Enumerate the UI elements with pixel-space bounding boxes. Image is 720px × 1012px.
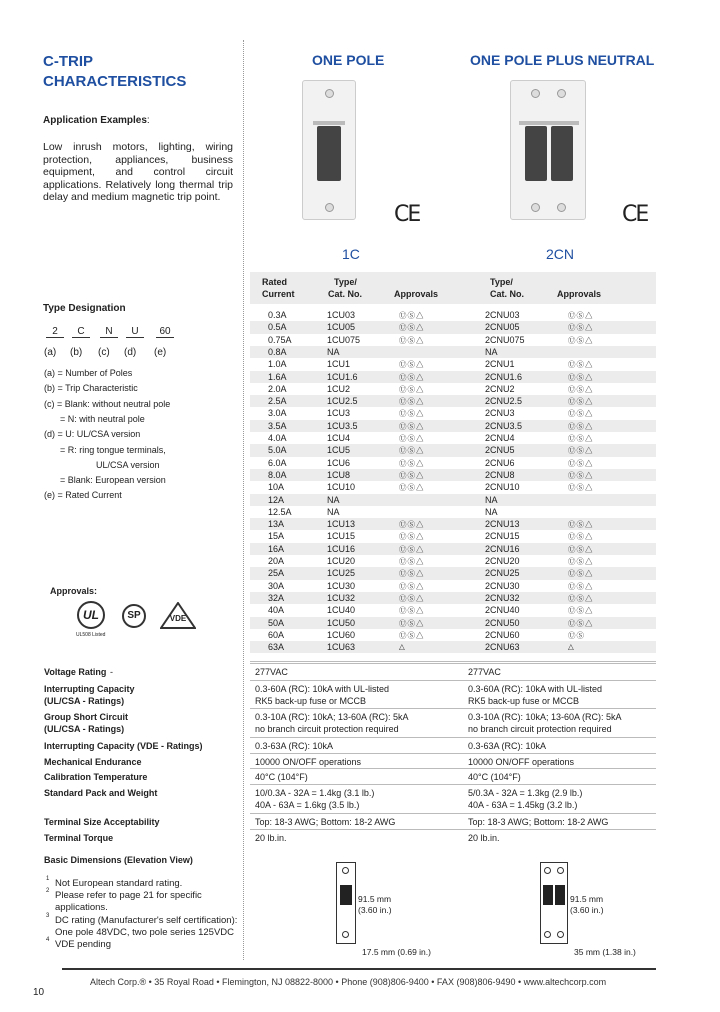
approvals-2-cell: ⓊⓈ△ bbox=[568, 557, 594, 566]
designation-legend-line: = N: with neutral pole bbox=[60, 413, 145, 424]
rated-current-cell: 2.5A bbox=[268, 396, 287, 407]
cat-no-cell: 1CU20 bbox=[327, 556, 356, 566]
cat-no-2-cell: 2CNU15 bbox=[485, 531, 520, 542]
approvals-cell: ⓊⓈ△ bbox=[399, 421, 425, 431]
two-pole-height-in: (3.60 in.) bbox=[570, 905, 604, 915]
one-pole-dimension-drawing bbox=[336, 862, 356, 944]
approvals-2-cell: ⓊⓈ△ bbox=[568, 323, 594, 333]
approvals-cell: ⓊⓈ△ bbox=[399, 335, 425, 345]
cat-no-2-cell: 2CNU3.5 bbox=[485, 420, 523, 431]
approvals-title: Approvals: bbox=[50, 586, 98, 596]
approvals-2-cell: ⓊⓈ△ bbox=[568, 569, 594, 579]
one-pole-breaker-image bbox=[302, 80, 356, 220]
cat-no-2-cell: 2CNU2.5 bbox=[485, 396, 523, 407]
approvals-cell: ⓊⓈ△ bbox=[399, 384, 425, 394]
two-pole-code: 2CN bbox=[546, 246, 575, 262]
approvals-cell: ⓊⓈ△ bbox=[399, 483, 425, 493]
cat-no-2-cell: 2CNU3 bbox=[485, 408, 515, 419]
designation-code: 60 bbox=[156, 326, 174, 338]
spec-value-two-pole: 0.3-10A (RC): 10kA; 13-60A (RC): 5kA bbox=[468, 712, 622, 722]
approvals-cell: ⓊⓈ△ bbox=[399, 593, 425, 603]
rated-current-cell: 5.0A bbox=[268, 445, 287, 456]
ce-mark-icon: CE bbox=[394, 202, 420, 227]
rated-current-cell: 63A bbox=[268, 642, 285, 653]
rated-current-cell: 4.0A bbox=[268, 433, 287, 443]
designation-legend-line: = R: ring tongue terminals, bbox=[60, 444, 166, 455]
cat-no-cell: 1CU8 bbox=[327, 469, 351, 480]
spec-value-two-pole: 40°C (104°F) bbox=[468, 772, 521, 782]
approvals-cell: ⓊⓈ△ bbox=[399, 409, 425, 419]
type2-header: Cat. No. bbox=[490, 289, 525, 299]
spec-value-one-pole: Top: 18-3 AWG; Bottom: 18-2 AWG bbox=[255, 817, 396, 827]
cat-no-cell: 1CU3 bbox=[327, 408, 351, 419]
rated-current-header: Rated bbox=[262, 277, 288, 287]
footnote-text: One pole 48VDC, two pole series 125VDC bbox=[55, 926, 235, 938]
cat-no-cell: 1CU6 bbox=[327, 457, 351, 468]
approvals-2-cell: ⓊⓈ△ bbox=[568, 618, 594, 628]
rated-current-cell: 50A bbox=[268, 617, 285, 628]
designation-letter: (b) bbox=[70, 347, 83, 358]
spec-label: Standard Pack and Weight bbox=[44, 788, 158, 798]
approvals-cell: ⓊⓈ△ bbox=[399, 581, 425, 591]
spec-label: Mechanical Endurance bbox=[44, 757, 142, 767]
ul-logo-caption: UL508 Listed bbox=[76, 632, 106, 638]
rated-current-cell: 30A bbox=[268, 580, 285, 591]
csa-logo-icon: SP bbox=[122, 604, 146, 628]
spec-value-one-pole: 40°C (104°F) bbox=[255, 772, 308, 782]
approvals-2-cell: ⓊⓈ△ bbox=[568, 384, 594, 394]
footnote-text: DC rating (Manufacturer's self certification): bbox=[55, 914, 238, 926]
cat-no-cell: 1CU03 bbox=[327, 310, 356, 320]
designation-code: 2 bbox=[46, 326, 64, 338]
cat-no-cell: 1CU15 bbox=[327, 531, 356, 542]
footer-rule bbox=[62, 968, 656, 970]
cat-no-2-cell: 2CNU6 bbox=[485, 457, 515, 468]
table-row-shade bbox=[250, 395, 656, 407]
approvals-2-cell: ⓊⓈ△ bbox=[568, 483, 594, 493]
cat-no-2-cell: 2CNU03 bbox=[485, 310, 520, 320]
rated-current-cell: 1.0A bbox=[268, 359, 287, 370]
one-pole-width: 17.5 mm (0.69 in.) bbox=[362, 947, 431, 957]
cat-no-cell: 1CU2 bbox=[327, 383, 351, 394]
application-text: Low inrush motors, lighting, wiring protection, appliances, business equipment, and control circuit applications. Relatively long thermal trip delay and medium magnetic trip point. bbox=[43, 141, 233, 203]
rated-current-cell: 12A bbox=[268, 494, 285, 505]
approvals-2-cell: ⓊⓈ△ bbox=[568, 458, 594, 468]
approvals-2-cell: ⓊⓈ△ bbox=[568, 311, 594, 320]
approvals-2-cell: ⓊⓈ△ bbox=[568, 446, 594, 456]
footnote-text: Please refer to page 21 for specific bbox=[55, 890, 202, 902]
rated-current-cell: 32A bbox=[268, 592, 285, 603]
approvals-2-cell: ⓊⓈ△ bbox=[568, 581, 594, 591]
designation-letter: (e) bbox=[154, 347, 167, 358]
cat-no-2-cell: 2CNU60 bbox=[485, 629, 520, 640]
type2-header: Type/ bbox=[490, 277, 513, 287]
approvals-cell: ⓊⓈ△ bbox=[399, 323, 425, 333]
cat-no-cell: 1CU3.5 bbox=[327, 420, 358, 431]
cat-no-2-cell: 2CNU25 bbox=[485, 568, 520, 579]
spec-divider bbox=[250, 784, 656, 785]
approvals-cell: ⓊⓈ△ bbox=[399, 434, 425, 443]
spec-divider bbox=[250, 829, 656, 830]
approvals-2-cell: △ bbox=[568, 642, 575, 652]
cat-no-cell: 1CU50 bbox=[327, 617, 356, 628]
approvals-cell: ⓊⓈ△ bbox=[399, 557, 425, 566]
spec-value-two-pole: RK5 back-up fuse or MCCB bbox=[468, 696, 580, 706]
cat-no-2-cell: 2CNU10 bbox=[485, 482, 520, 493]
table-row-shade bbox=[250, 444, 656, 456]
rated-current-cell: 1.6A bbox=[268, 371, 287, 382]
cat-no-2-cell: 2CNU50 bbox=[485, 617, 520, 628]
table-row-shade bbox=[250, 592, 656, 604]
approvals-cell: ⓊⓈ△ bbox=[399, 446, 425, 456]
designation-legend-line: (e) = Rated Current bbox=[44, 490, 122, 501]
approvals-cell: ⓊⓈ△ bbox=[399, 311, 425, 320]
ul-logo-icon: UL bbox=[77, 601, 105, 629]
type-designation-title: Type Designation bbox=[43, 303, 126, 314]
cat-no-2-cell: 2CNU16 bbox=[485, 543, 520, 554]
cat-no-2-cell: 2CNU2 bbox=[485, 383, 515, 394]
one-pole-title: ONE POLE bbox=[312, 52, 385, 68]
approvals-2-cell: ⓊⓈ△ bbox=[568, 606, 594, 616]
cat-no-2-cell: NA bbox=[485, 494, 498, 505]
spec-value-one-pole: RK5 back-up fuse or MCCB bbox=[255, 696, 367, 706]
cat-no-cell: 1CU25 bbox=[327, 568, 356, 579]
spec-value-one-pole: 0.3-60A (RC): 10kA with UL-listed bbox=[255, 684, 390, 694]
approvals-cell: ⓊⓈ△ bbox=[399, 372, 425, 382]
spec-value-one-pole: 40A - 63A = 1.6kg (3.5 lb.) bbox=[255, 800, 360, 810]
approvals-2-cell: ⓊⓈ△ bbox=[568, 360, 594, 370]
footnote-mark: 3 bbox=[46, 912, 50, 919]
footnote-text: applications. bbox=[55, 902, 108, 914]
rated-current-cell: 10A bbox=[268, 482, 285, 493]
spec-value-two-pole: 40A - 63A = 1.45kg (3.2 lb.) bbox=[468, 800, 578, 810]
spec-label: Terminal Torque bbox=[44, 833, 114, 843]
cat-no-cell: 1CU16 bbox=[327, 543, 356, 554]
footnote-mark: 4 bbox=[46, 937, 50, 943]
spec-divider bbox=[250, 768, 656, 769]
spec-value-one-pole: no branch circuit protection required bbox=[255, 724, 399, 734]
designation-legend-line: UL/CSA version bbox=[96, 459, 160, 470]
rated-current-cell: 0.75A bbox=[268, 334, 292, 345]
one-pole-neutral-title: ONE POLE PLUS NEUTRAL bbox=[470, 52, 655, 68]
approvals-2-cell: ⓊⓈ△ bbox=[568, 470, 594, 480]
designation-code: C bbox=[72, 326, 90, 338]
cat-no-2-cell: 2CNU13 bbox=[485, 519, 520, 530]
two-pole-width: 35 mm (1.38 in.) bbox=[574, 947, 636, 957]
approvals-cell: ⓊⓈ△ bbox=[399, 458, 425, 468]
designation-letter: (a) bbox=[44, 347, 57, 358]
cat-no-cell: 1CU40 bbox=[327, 605, 356, 616]
spec-label: Interrupting Capacity (VDE - Ratings) bbox=[44, 741, 203, 751]
spec-value-one-pole: 10000 ON/OFF operations bbox=[255, 757, 362, 767]
cat-no-cell: NA bbox=[327, 346, 340, 357]
footnote-mark: 2 bbox=[46, 888, 50, 895]
spec-label: Terminal Size Acceptability bbox=[44, 817, 160, 827]
spec-divider bbox=[250, 813, 656, 814]
rated-current-cell: 60A bbox=[268, 629, 285, 640]
approvals-cell: ⓊⓈ△ bbox=[399, 532, 425, 542]
cat-no-cell: 1CU05 bbox=[327, 322, 356, 333]
approvals2-header: Approvals bbox=[557, 289, 602, 299]
rated-current-cell: 15A bbox=[268, 531, 285, 542]
cat-no-2-cell: 2CNU20 bbox=[485, 556, 520, 566]
rated-current-cell: 3.5A bbox=[268, 420, 287, 431]
spec-value-two-pole: 5/0.3A - 32A = 1.3kg (2.9 lb.) bbox=[468, 788, 583, 798]
cat-no-cell: NA bbox=[327, 494, 340, 505]
rated-current-cell: 6.0A bbox=[268, 457, 287, 468]
spec-divider bbox=[250, 680, 656, 681]
table-row-shade bbox=[250, 518, 656, 530]
approvals-cell: ⓊⓈ△ bbox=[399, 360, 425, 370]
table-row-shade bbox=[250, 617, 656, 629]
cat-no-2-cell: 2CNU63 bbox=[485, 642, 520, 653]
cat-no-2-cell: 2CNU075 bbox=[485, 334, 525, 345]
spec-value-one-pole: 0.3-10A (RC): 10kA; 13-60A (RC): 5kA bbox=[255, 712, 409, 722]
approvals-header: Approvals bbox=[394, 289, 439, 299]
approvals-2-cell: ⓊⓈ bbox=[568, 630, 585, 640]
rated-current-cell: 8.0A bbox=[268, 469, 287, 480]
spec-label-suffix: - bbox=[110, 667, 113, 677]
rated-current-cell: 40A bbox=[268, 605, 285, 616]
two-pole-breaker-image bbox=[510, 80, 586, 220]
approvals-cell: △ bbox=[399, 642, 406, 652]
approvals-cell: ⓊⓈ△ bbox=[399, 606, 425, 616]
spec-label-sub: (UL/CSA - Ratings) bbox=[44, 724, 125, 734]
type-header: Type/ bbox=[334, 277, 357, 287]
designation-legend-line: (c) = Blank: without neutral pole bbox=[44, 398, 171, 409]
table-row-shade bbox=[250, 371, 656, 383]
approvals-2-cell: ⓊⓈ△ bbox=[568, 372, 594, 382]
cat-no-2-cell: 2CNU1.6 bbox=[485, 371, 523, 382]
cat-no-cell: 1CU32 bbox=[327, 592, 356, 603]
cat-no-2-cell: 2CNU1 bbox=[485, 359, 515, 370]
rated-current-cell: 0.5A bbox=[268, 322, 287, 333]
table-row-shade bbox=[250, 494, 656, 506]
cat-no-cell: 1CU60 bbox=[327, 629, 356, 640]
approvals-cell: ⓊⓈ△ bbox=[399, 618, 425, 628]
spec-value-two-pole: 0.3-60A (RC): 10kA with UL-listed bbox=[468, 684, 603, 694]
table-row-shade bbox=[250, 346, 656, 358]
cat-no-cell: 1CU10 bbox=[327, 482, 356, 493]
approvals-cell: ⓊⓈ△ bbox=[399, 544, 425, 554]
rated-current-cell: 3.0A bbox=[268, 408, 287, 419]
table-row-shade bbox=[250, 641, 656, 653]
cat-no-2-cell: NA bbox=[485, 506, 498, 517]
spec-value-two-pole: Top: 18-3 AWG; Bottom: 18-2 AWG bbox=[468, 817, 609, 827]
spec-value-two-pole: 10000 ON/OFF operations bbox=[468, 757, 575, 767]
cat-no-2-cell: 2CNU30 bbox=[485, 580, 520, 591]
designation-letter: (d) bbox=[124, 347, 137, 358]
spec-divider bbox=[250, 753, 656, 754]
approvals-cell: ⓊⓈ△ bbox=[399, 630, 425, 640]
rated-current-cell: 12.5A bbox=[268, 506, 292, 517]
approvals-2-cell: ⓊⓈ△ bbox=[568, 520, 594, 530]
two-pole-height: 91.5 mm bbox=[570, 894, 604, 904]
cat-no-2-cell: 2CNU8 bbox=[485, 469, 515, 480]
vde-logo-icon: VDE bbox=[160, 602, 196, 630]
cat-no-cell: 1CU5 bbox=[327, 445, 351, 456]
cat-no-2-cell: 2CNU5 bbox=[485, 445, 515, 456]
spec-divider bbox=[250, 708, 656, 709]
spec-value-one-pole: 0.3-63A (RC): 10kA bbox=[255, 741, 334, 751]
ce-mark-icon: CE bbox=[622, 202, 648, 227]
designation-code: U bbox=[126, 326, 144, 338]
rated-current-cell: 0.8A bbox=[268, 346, 287, 357]
approvals-2-cell: ⓊⓈ△ bbox=[568, 544, 594, 554]
two-pole-dimension-drawing bbox=[540, 862, 568, 944]
cat-no-cell: 1CU1.6 bbox=[327, 371, 358, 382]
approvals-cell: ⓊⓈ△ bbox=[399, 569, 425, 579]
page-title: C-TRIP CHARACTERISTICS bbox=[43, 53, 187, 90]
column-divider bbox=[243, 40, 244, 960]
spec-value-two-pole: 20 lb.in. bbox=[468, 833, 500, 843]
spec-value-two-pole: no branch circuit protection required bbox=[468, 724, 612, 734]
one-pole-height-in: (3.60 in.) bbox=[358, 905, 392, 915]
rated-current-cell: 13A bbox=[268, 519, 285, 530]
spec-value-two-pole: 277VAC bbox=[468, 667, 501, 677]
table-row-shade bbox=[250, 567, 656, 579]
spec-divider bbox=[250, 663, 656, 664]
rated-current-cell: 25A bbox=[268, 568, 285, 579]
rated-current-cell: 2.0A bbox=[268, 383, 287, 394]
approvals-2-cell: ⓊⓈ△ bbox=[568, 434, 594, 443]
cat-no-cell: 1CU4 bbox=[327, 433, 351, 443]
approvals-2-cell: ⓊⓈ△ bbox=[568, 532, 594, 542]
rated-current-cell: 0.3A bbox=[268, 310, 287, 320]
spec-divider bbox=[250, 737, 656, 738]
cat-no-cell: 1CU63 bbox=[327, 642, 356, 653]
cat-no-cell: 1CU075 bbox=[327, 334, 361, 345]
table-row-shade bbox=[250, 469, 656, 481]
one-pole-code: 1C bbox=[342, 246, 360, 262]
designation-legend-line: (d) = U: UL/CSA version bbox=[44, 429, 141, 440]
cat-no-2-cell: NA bbox=[485, 346, 498, 357]
designation-legend-line: = Blank: European version bbox=[60, 475, 166, 486]
cat-no-cell: 1CU1 bbox=[327, 359, 351, 370]
designation-legend-line: (a) = Number of Poles bbox=[44, 368, 133, 378]
cat-no-2-cell: 2CNU40 bbox=[485, 605, 520, 616]
rated-current-cell: 20A bbox=[268, 556, 285, 566]
approvals-cell: ⓊⓈ△ bbox=[399, 397, 425, 407]
cat-no-2-cell: 2CNU32 bbox=[485, 592, 520, 603]
approvals-2-cell: ⓊⓈ△ bbox=[568, 397, 594, 407]
designation-legend-line: (b) = Trip Characteristic bbox=[44, 383, 138, 394]
dimensions-title: Basic Dimensions (Elevation View) bbox=[44, 855, 193, 865]
spec-value-one-pole: 10/0.3A - 32A = 1.4kg (3.1 lb.) bbox=[255, 788, 375, 798]
footnote-mark: 1 bbox=[46, 876, 50, 882]
table-row-shade bbox=[250, 543, 656, 555]
table-row-shade bbox=[250, 321, 656, 333]
approvals-2-cell: ⓊⓈ△ bbox=[568, 593, 594, 603]
rated-current-cell: 16A bbox=[268, 543, 285, 554]
table-header-band bbox=[250, 272, 656, 304]
cat-no-cell: NA bbox=[327, 506, 340, 517]
designation-letter: (c) bbox=[98, 347, 110, 358]
spec-label: Group Short Circuit bbox=[44, 712, 128, 722]
spec-divider bbox=[250, 661, 656, 662]
designation-code: N bbox=[100, 326, 118, 338]
page-number: 10 bbox=[33, 987, 45, 998]
footer-contact: Altech Corp.® • 35 Royal Road • Flemington, NJ 08822-8000 • Phone (908)806-9400 • FAX (908)806-9490 • www.altechcorp.com bbox=[90, 977, 607, 987]
rated-current-header: Current bbox=[262, 289, 295, 299]
approvals-2-cell: ⓊⓈ△ bbox=[568, 335, 594, 345]
spec-value-two-pole: 0.3-63A (RC): 10kA bbox=[468, 741, 547, 751]
cat-no-cell: 1CU2.5 bbox=[327, 396, 358, 407]
one-pole-height: 91.5 mm bbox=[358, 894, 392, 904]
cat-no-2-cell: 2CNU4 bbox=[485, 433, 515, 443]
cat-no-2-cell: 2CNU05 bbox=[485, 322, 520, 333]
footnote-text: Not European standard rating. bbox=[55, 878, 183, 889]
footnote-text: VDE pending bbox=[55, 939, 111, 950]
approvals-cell: ⓊⓈ△ bbox=[399, 520, 425, 530]
spec-label: Interrupting Capacity bbox=[44, 684, 135, 694]
table-row-shade bbox=[250, 420, 656, 432]
approvals-2-cell: ⓊⓈ△ bbox=[568, 409, 594, 419]
spec-label: Calibration Temperature bbox=[44, 772, 148, 782]
spec-value-one-pole: 277VAC bbox=[255, 667, 288, 677]
cat-no-cell: 1CU30 bbox=[327, 580, 356, 591]
spec-value-one-pole: 20 lb.in. bbox=[255, 833, 287, 843]
spec-label: Voltage Rating bbox=[44, 667, 107, 677]
spec-label-sub: (UL/CSA - Ratings) bbox=[44, 696, 125, 706]
approvals-2-cell: ⓊⓈ△ bbox=[568, 421, 594, 431]
approvals-cell: ⓊⓈ△ bbox=[399, 470, 425, 480]
application-label: Application Examples: bbox=[43, 115, 150, 126]
type-header: Cat. No. bbox=[328, 289, 363, 299]
cat-no-cell: 1CU13 bbox=[327, 519, 356, 530]
